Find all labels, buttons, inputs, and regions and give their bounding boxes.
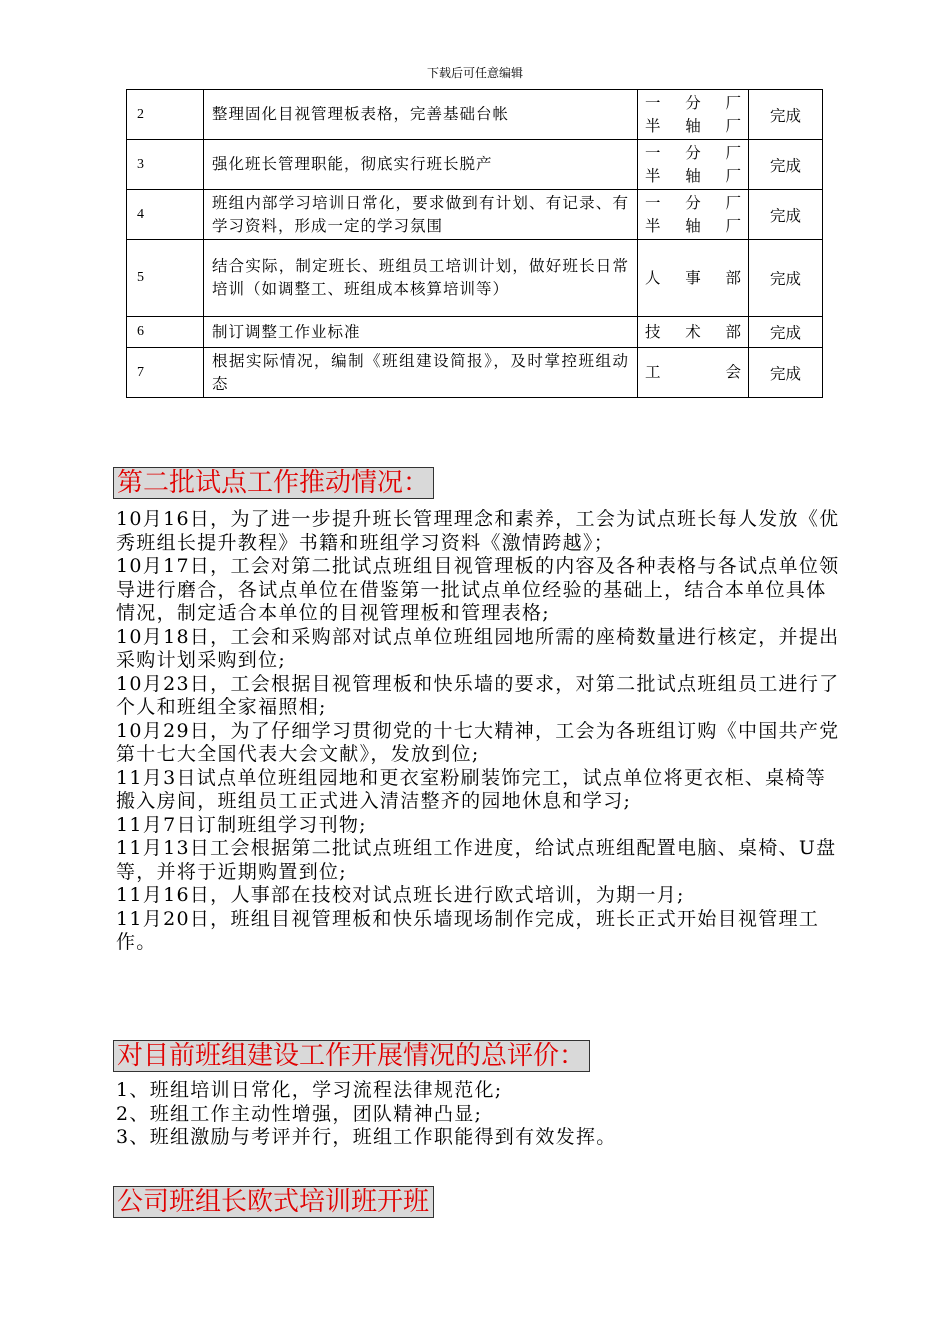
progress-entry: 11月13日工会根据第二批试点班组工作进度，给试点班组配置电脑、桌椅、U盘等，并将于近期购置到位;: [116, 837, 837, 883]
task-number: 4: [127, 190, 204, 240]
department-char: 厂: [725, 216, 741, 235]
department-char: 一: [645, 193, 661, 212]
overall-evaluation-list: [116, 1079, 840, 1150]
task-status: 完成: [749, 317, 823, 348]
department-char: 厂: [725, 93, 741, 112]
department-char: 轴: [685, 216, 701, 235]
task-department: [638, 140, 749, 190]
department-char: 半: [645, 116, 661, 135]
task-content: 结合实际，制定班长、班组员工培训计划，做好班长日常培训（如调整工、班组成本核算培训等）: [204, 240, 638, 317]
department-char: 轴: [685, 116, 701, 135]
progress-entry: 10月23日，工会根据目视管理板和快乐墙的要求，对第二批试点班组员工进行了个人和班组全家福照相;: [116, 672, 840, 718]
task-department: [638, 240, 749, 317]
department-char: 一: [645, 93, 661, 112]
task-content: 班组内部学习培训日常化，要求做到有计划、有记录、有学习资料，形成一定的学习氛围: [204, 190, 638, 240]
task-row: [127, 90, 823, 140]
department-char: 会: [725, 363, 741, 381]
second-batch-progress-text: [116, 508, 840, 955]
progress-entry: 10月18日，工会和采购部对试点单位班组园地所需的座椅数量进行核定，并提出采购计划采购到位;: [116, 625, 840, 671]
department-char: 轴: [685, 166, 701, 185]
task-number: 3: [127, 140, 204, 190]
task-status: 完成: [749, 190, 823, 240]
progress-entry: 10月29日，为了仔细学习贯彻党的十七大精神，工会为各班组订购《中国共产党第十七大全国代表大会文献》，发放到位;: [116, 719, 840, 765]
department-char: 事: [685, 268, 701, 287]
progress-entry: 11月16日，人事部在技校对试点班长进行欧式培训，为期一月;: [116, 884, 685, 906]
task-status: 完成: [749, 90, 823, 140]
department-char: 术: [685, 322, 701, 341]
task-status: 完成: [749, 140, 823, 190]
task-status: 完成: [749, 348, 823, 398]
task-status: 完成: [749, 240, 823, 317]
task-department: [638, 317, 749, 348]
department-char: 分: [685, 93, 701, 112]
department-char: 分: [685, 193, 701, 212]
task-number: 5: [127, 240, 204, 317]
task-table: [126, 89, 823, 398]
department-char: 一: [645, 143, 661, 162]
department-char: 分: [685, 143, 701, 162]
progress-entry: 11月7日订制班组学习刊物;: [116, 813, 367, 836]
department-char: 半: [645, 166, 661, 185]
department-char: 厂: [725, 166, 741, 185]
task-row: [127, 140, 823, 190]
department-char: 厂: [725, 193, 741, 212]
task-number: 2: [127, 90, 204, 140]
department-char: 部: [725, 268, 741, 287]
section-title-second-batch: 第二批试点工作推动情况：: [113, 467, 434, 499]
evaluation-item: 1、班组培训日常化，学习流程法律规范化;: [116, 1079, 503, 1101]
department-char: 厂: [725, 116, 741, 135]
department-char: 半: [645, 216, 661, 235]
section-title-overall-evaluation: 对目前班组建设工作开展情况的总评价：: [113, 1040, 590, 1072]
task-number: 7: [127, 348, 204, 398]
task-content: 根据实际情况，编制《班组建设简报》，及时掌控班组动态: [204, 348, 638, 398]
progress-entry: 10月17日，工会对第二批试点班组目视管理板的内容及各种表格与各试点单位领导进行磨合，各试点单位在借鉴第一批试点单位经验的基础上，结合本单位具体情况，制定适合本单位的目视管理板和管理表格;: [116, 555, 840, 624]
department-char: 部: [725, 322, 741, 341]
department-char: 技: [645, 322, 661, 341]
evaluation-item: 3、班组激励与考评并行，班组工作职能得到有效发挥。: [116, 1126, 617, 1148]
header-note: 下载后可任意编辑: [426, 66, 523, 80]
task-department: [638, 90, 749, 140]
progress-entry: 11月3日试点单位班组园地和更衣室粉刷装饰完工，试点单位将更衣柜、桌椅等搬入房间，班组员工正式进入清洁整齐的园地休息和学习;: [116, 766, 827, 812]
progress-entry: 11月20日，班组目视管理板和快乐墙现场制作完成，班长正式开始目视管理工作。: [116, 907, 820, 953]
task-content: 强化班长管理职能，彻底实行班长脱产: [204, 140, 638, 190]
task-row: [127, 348, 823, 398]
task-number: 6: [127, 317, 204, 348]
task-row: [127, 240, 823, 317]
progress-entry: 10月16日，为了进一步提升班长管理理念和素养，工会为试点班长每人发放《优秀班组长提升教程》书籍和班组学习资料《激情跨越》；: [116, 508, 840, 554]
department-char: 厂: [725, 143, 741, 162]
task-row: [127, 317, 823, 348]
department-char: 人: [645, 268, 661, 287]
task-department: [638, 348, 749, 398]
department-char: 工: [645, 363, 661, 381]
task-row: [127, 190, 823, 240]
task-content: 整理固化目视管理板表格，完善基础台帐: [204, 90, 638, 140]
task-content: 制订调整工作业标准: [204, 317, 638, 348]
task-department: [638, 190, 749, 240]
section-title-training-class: 公司班组长欧式培训班开班: [113, 1186, 434, 1218]
evaluation-item: 2、班组工作主动性增强，团队精神凸显;: [116, 1102, 483, 1125]
